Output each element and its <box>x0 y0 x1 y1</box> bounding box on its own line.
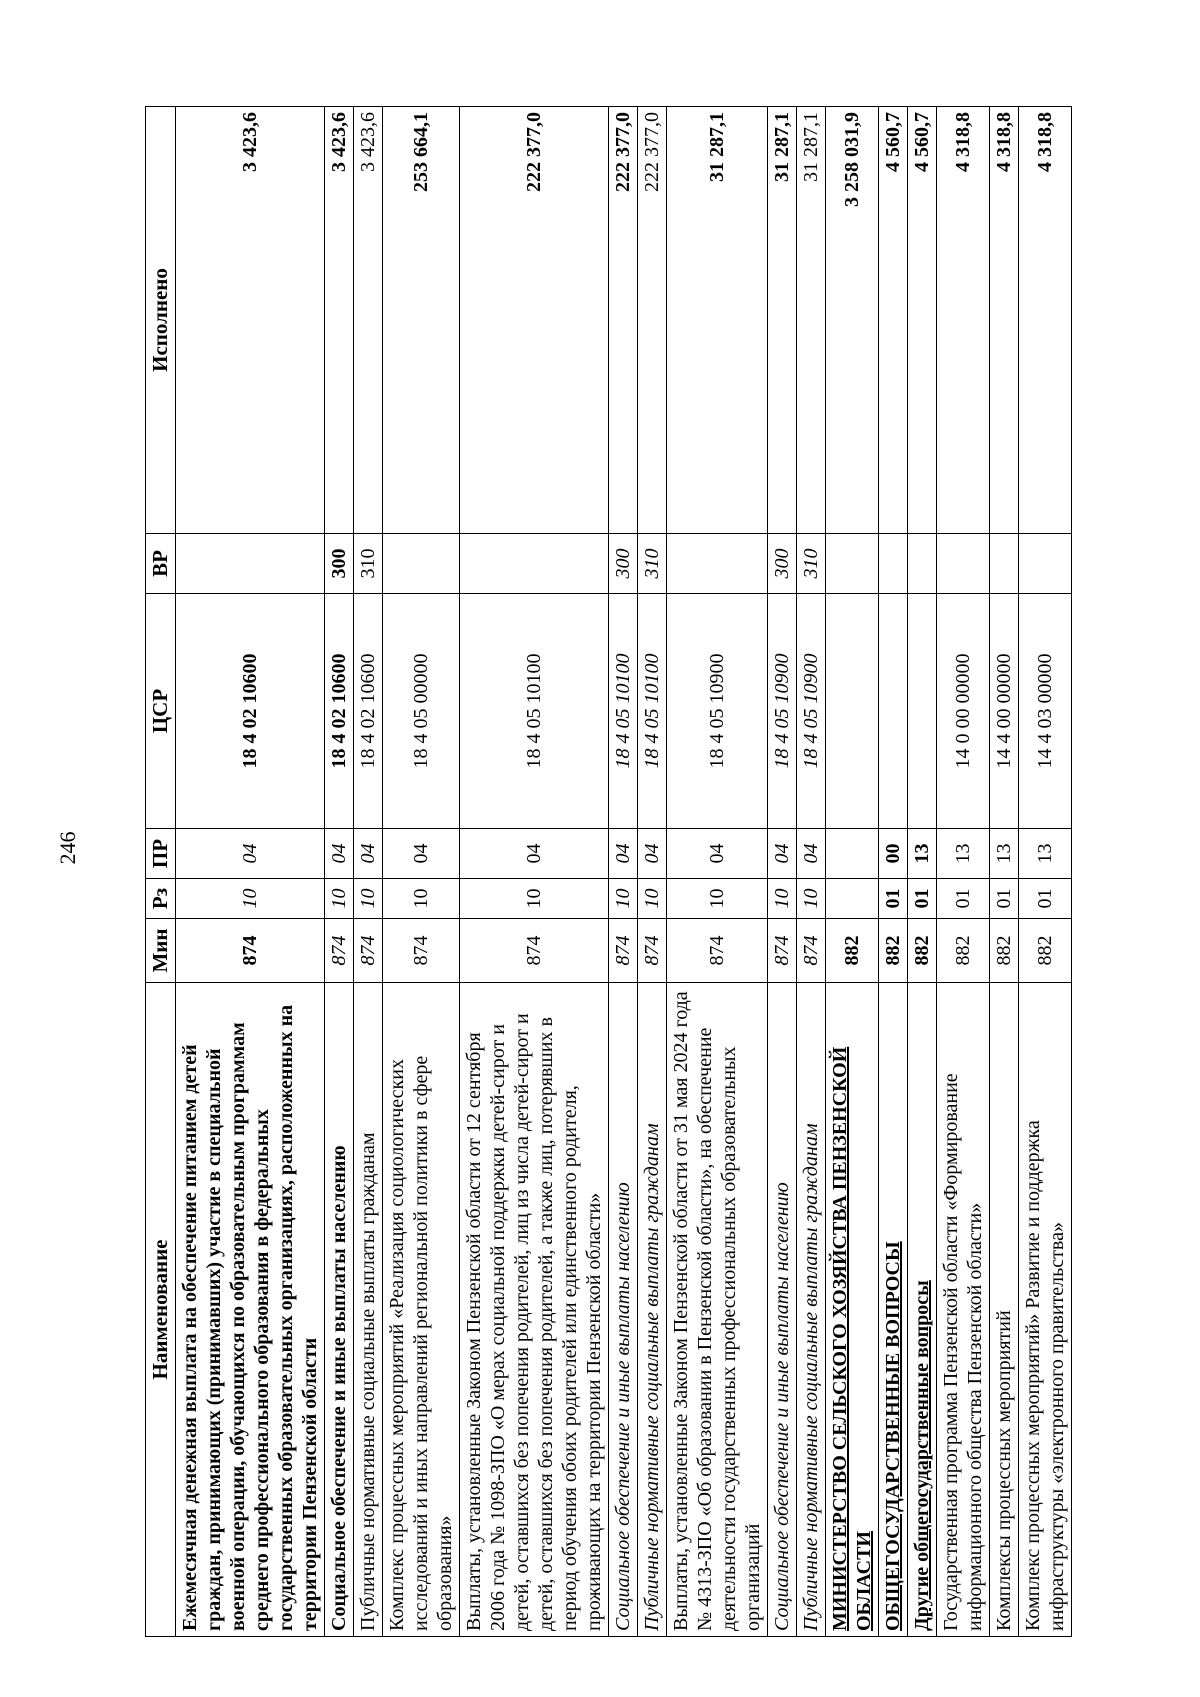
cell-min: 882 <box>990 919 1019 983</box>
cell-rz: 01 <box>908 879 937 919</box>
cell-done: 4 560,7 <box>908 107 937 534</box>
cell-min: 882 <box>879 919 908 983</box>
cell-rz: 10 <box>667 879 768 919</box>
table-row <box>768 107 797 1637</box>
header-rz: Рз <box>146 879 176 919</box>
cell-min: 874 <box>667 919 768 983</box>
cell-vr <box>937 534 990 594</box>
cell-vr <box>990 534 1019 594</box>
cell-csr: 14 4 03 00000 <box>1019 594 1072 829</box>
cell-vr: 300 <box>609 534 638 594</box>
cell-done: 222 377,0 <box>638 107 667 534</box>
cell-csr: 18 4 05 10900 <box>768 594 797 829</box>
table-row <box>797 107 826 1637</box>
table-row <box>176 107 325 1637</box>
cell-name: Выплаты, установленные Законом Пензенской области от 12 сентября 2006 года № 1098-ЗПО «О мерах социальной поддержки детей-сирот и детей, оставшихся без попечения родителей, лиц из числа детей-сирот и детей, оставшихся без попечения родителей, а также лиц, потерявших в период обучения обоих родителей или единственного родителя, проживающих на территории Пензенской области» <box>460 983 609 1637</box>
header-done: Исполнено <box>146 107 176 534</box>
cell-name: Социальное обеспечение и иные выплаты населению <box>325 983 354 1637</box>
cell-done: 253 664,1 <box>383 107 460 534</box>
cell-min: 874 <box>460 919 609 983</box>
cell-min: 874 <box>325 919 354 983</box>
cell-pr: 04 <box>354 829 383 879</box>
cell-pr: 04 <box>667 829 768 879</box>
cell-csr: 14 0 00 00000 <box>937 594 990 829</box>
cell-name: Публичные нормативные социальные выплаты гражданам <box>797 983 826 1637</box>
cell-rz <box>826 879 879 919</box>
cell-rz: 01 <box>879 879 908 919</box>
cell-vr: 310 <box>797 534 826 594</box>
cell-rz: 01 <box>1019 879 1072 919</box>
cell-pr: 00 <box>879 829 908 879</box>
table-row <box>937 107 990 1637</box>
cell-done: 222 377,0 <box>609 107 638 534</box>
cell-csr: 18 4 05 10100 <box>609 594 638 829</box>
cell-min: 874 <box>354 919 383 983</box>
table-row <box>325 107 354 1637</box>
cell-csr: 18 4 02 10600 <box>354 594 383 829</box>
cell-csr <box>908 594 937 829</box>
cell-vr: 300 <box>325 534 354 594</box>
cell-done: 3 258 031,9 <box>826 107 879 534</box>
header-vr: ВР <box>146 534 176 594</box>
cell-pr: 04 <box>609 829 638 879</box>
cell-min: 874 <box>638 919 667 983</box>
cell-name: Комплекс процессных мероприятий» Развитие и поддержка инфраструктуры «электронного правительства» <box>1019 983 1072 1637</box>
cell-done: 4 318,8 <box>1019 107 1072 534</box>
cell-pr: 13 <box>1019 829 1072 879</box>
cell-done: 4 318,8 <box>937 107 990 534</box>
cell-vr <box>1019 534 1072 594</box>
cell-name: Комплексы процессных мероприятий <box>990 983 1019 1637</box>
cell-done: 3 423,6 <box>354 107 383 534</box>
cell-pr: 13 <box>937 829 990 879</box>
table-row <box>826 107 879 1637</box>
cell-csr: 18 4 05 10100 <box>638 594 667 829</box>
cell-min: 874 <box>797 919 826 983</box>
cell-done: 3 423,6 <box>325 107 354 534</box>
cell-done: 222 377,0 <box>460 107 609 534</box>
header-name: Наименование <box>146 983 176 1637</box>
table-row <box>638 107 667 1637</box>
rotated-table-container <box>145 107 1185 1637</box>
cell-rz: 10 <box>176 879 325 919</box>
header-pr: ПР <box>146 829 176 879</box>
cell-vr: 310 <box>638 534 667 594</box>
cell-done: 31 287,1 <box>768 107 797 534</box>
table-header <box>146 107 176 1637</box>
cell-pr: 04 <box>325 829 354 879</box>
cell-name: Государственная программа Пензенской области «Формирование информационного общества Пензенской области» <box>937 983 990 1637</box>
table-row <box>609 107 638 1637</box>
cell-rz: 10 <box>609 879 638 919</box>
cell-csr: 18 4 05 10900 <box>797 594 826 829</box>
cell-vr: 310 <box>354 534 383 594</box>
cell-rz: 10 <box>768 879 797 919</box>
table-row <box>460 107 609 1637</box>
cell-csr: 18 4 02 10600 <box>176 594 325 829</box>
cell-rz: 10 <box>383 879 460 919</box>
cell-csr <box>826 594 879 829</box>
cell-min: 882 <box>826 919 879 983</box>
cell-pr: 13 <box>908 829 937 879</box>
table-row <box>354 107 383 1637</box>
cell-pr: 04 <box>797 829 826 879</box>
cell-min: 882 <box>908 919 937 983</box>
cell-done: 4 560,7 <box>879 107 908 534</box>
cell-csr: 18 4 05 00000 <box>383 594 460 829</box>
cell-done: 31 287,1 <box>797 107 826 534</box>
cell-min: 882 <box>937 919 990 983</box>
cell-done: 4 318,8 <box>990 107 1019 534</box>
cell-name: Социальное обеспечение и иные выплаты населению <box>609 983 638 1637</box>
cell-rz: 10 <box>354 879 383 919</box>
page-number: 246 <box>55 831 80 865</box>
cell-pr: 04 <box>638 829 667 879</box>
cell-name: Другие общегосударственные вопросы <box>908 983 937 1637</box>
cell-vr <box>176 534 325 594</box>
table-row <box>990 107 1019 1637</box>
budget-table <box>145 106 1072 1637</box>
cell-min: 874 <box>609 919 638 983</box>
table-row <box>908 107 937 1637</box>
cell-rz: 10 <box>325 879 354 919</box>
cell-name: МИНИСТЕРСТВО СЕЛЬСКОГО ХОЗЯЙСТВА ПЕНЗЕНСКОЙ ОБЛАСТИ <box>826 983 879 1637</box>
cell-pr: 04 <box>768 829 797 879</box>
cell-csr <box>879 594 908 829</box>
cell-rz: 01 <box>937 879 990 919</box>
cell-pr <box>826 829 879 879</box>
table-row <box>383 107 460 1637</box>
table-row <box>1019 107 1072 1637</box>
cell-rz: 10 <box>460 879 609 919</box>
cell-rz: 10 <box>638 879 667 919</box>
cell-vr <box>383 534 460 594</box>
cell-done: 3 423,6 <box>176 107 325 534</box>
table-row <box>879 107 908 1637</box>
cell-done: 31 287,1 <box>667 107 768 534</box>
cell-csr: 14 4 00 00000 <box>990 594 1019 829</box>
cell-csr: 18 4 05 10900 <box>667 594 768 829</box>
cell-name: Социальное обеспечение и иные выплаты населению <box>768 983 797 1637</box>
cell-vr <box>908 534 937 594</box>
header-csr: ЦСР <box>146 594 176 829</box>
cell-csr: 18 4 02 10600 <box>325 594 354 829</box>
cell-min: 882 <box>1019 919 1072 983</box>
cell-name: Публичные нормативные социальные выплаты гражданам <box>638 983 667 1637</box>
cell-pr: 04 <box>460 829 609 879</box>
cell-vr <box>826 534 879 594</box>
cell-min: 874 <box>383 919 460 983</box>
cell-name: Выплаты, установленные Законом Пензенской области от 31 мая 2024 года № 4313-ЗПО «Об образовании в Пензенской области», на обеспечение деятельности государственных профессиональных образовательных организаций <box>667 983 768 1637</box>
cell-pr: 04 <box>176 829 325 879</box>
cell-vr: 300 <box>768 534 797 594</box>
cell-min: 874 <box>768 919 797 983</box>
cell-pr: 04 <box>383 829 460 879</box>
header-min: Мин <box>146 919 176 983</box>
cell-min: 874 <box>176 919 325 983</box>
cell-rz: 01 <box>990 879 1019 919</box>
cell-name: ОБЩЕГОСУДАРСТВЕННЫЕ ВОПРОСЫ <box>879 983 908 1637</box>
cell-name: Комплекс процессных мероприятий «Реализация социологических исследований и иных направлений региональной политики в сфере образования» <box>383 983 460 1637</box>
cell-rz: 10 <box>797 879 826 919</box>
cell-vr <box>667 534 768 594</box>
cell-csr: 18 4 05 10100 <box>460 594 609 829</box>
table-row <box>667 107 768 1637</box>
cell-name: Ежемесячная денежная выплата на обеспечение питанием детей граждан, принимающих (принимавших) участие в специальной военной операции, обучающихся по образовательным программам среднего профессионального образования в федеральных государственных образовательных организациях, расположенных на территории Пензенской области <box>176 983 325 1637</box>
cell-vr <box>879 534 908 594</box>
cell-name: Публичные нормативные социальные выплаты гражданам <box>354 983 383 1637</box>
cell-pr: 13 <box>990 829 1019 879</box>
cell-vr <box>460 534 609 594</box>
